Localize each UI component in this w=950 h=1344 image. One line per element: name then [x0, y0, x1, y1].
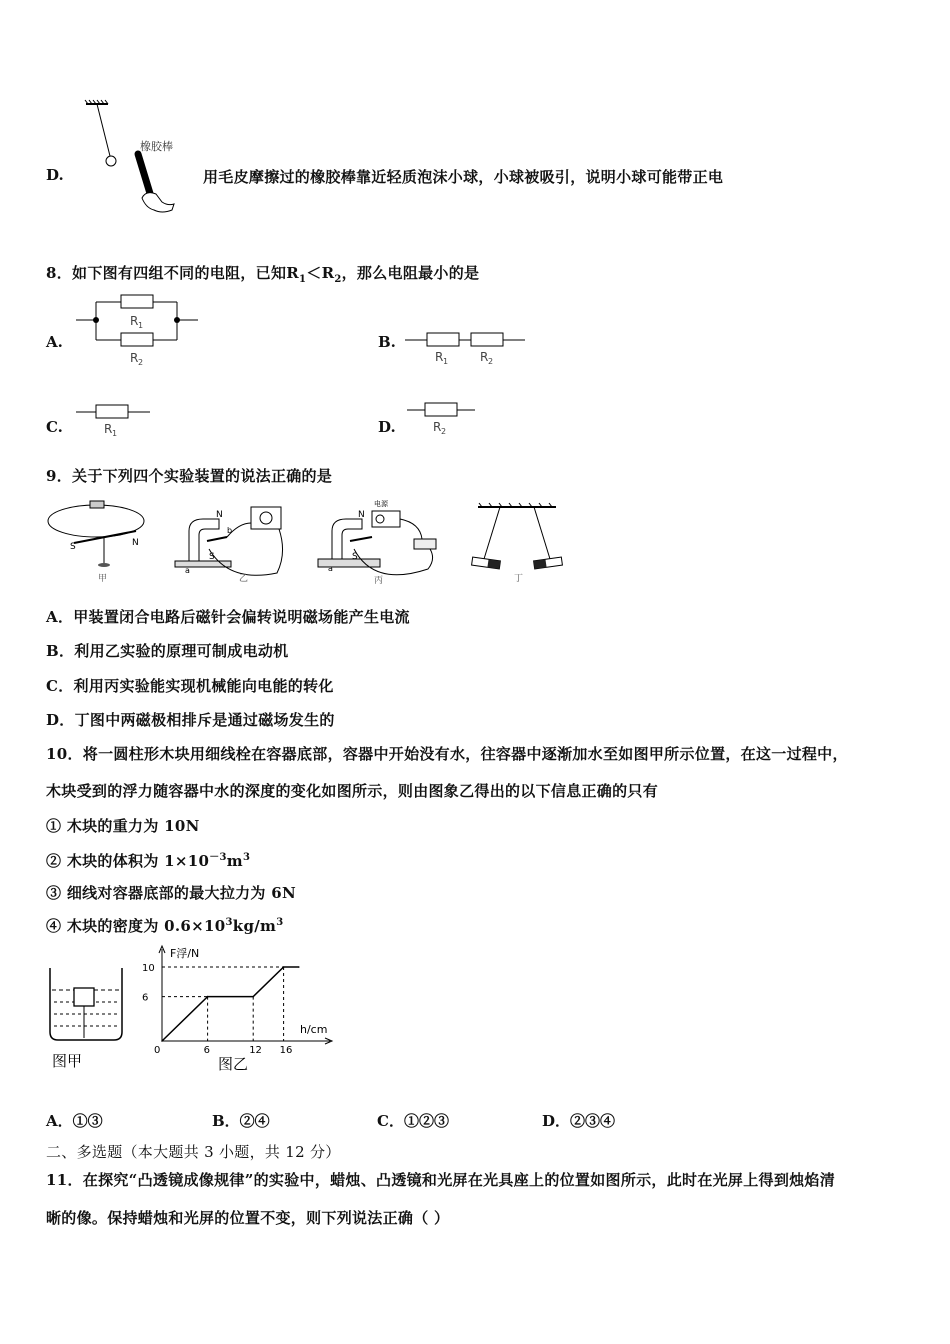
data-point	[161, 1040, 163, 1042]
q11-stem-line2: 晰的像。保持蜡烛和光屏的位置不变，则下列说法正确（ ）	[46, 1209, 450, 1227]
q10-stem-line1: 10．将一圆柱形木块用细线栓在容器底部，容器中开始没有水，往容器中逐渐加水至如图甲所示位置，在这一过程中，	[46, 745, 848, 763]
q10-stem-line2: 木块受到的浮力随容器中水的深度的变化如图所示，则由图象乙得出的以下信息正确的只有	[46, 782, 659, 800]
svg-text:S: S	[209, 552, 215, 562]
q9-figures	[44, 493, 564, 585]
fig-label-ding: 丁	[514, 574, 524, 584]
charged-ball-figure	[80, 98, 190, 226]
fig-ding	[472, 503, 563, 584]
data-point	[207, 996, 209, 998]
q8-circuit-a	[76, 290, 198, 366]
q9-option-a: A．甲装置闭合电路后磁针会偏转说明磁场能产生电流	[46, 608, 410, 626]
buoyancy-series-line	[162, 967, 299, 1041]
r1-label: R	[130, 314, 139, 328]
fig-jia	[48, 501, 144, 584]
fig-label-jia: 甲	[98, 574, 108, 584]
svg-text:S: S	[352, 552, 358, 562]
q9-option-c: C．利用丙实验能实现机械能向电能的转化	[46, 677, 334, 695]
q10-buoyancy-chart	[140, 943, 340, 1073]
rod-label: 橡胶棒	[140, 140, 173, 153]
svg-text:N: N	[216, 510, 223, 520]
y-tick-label: 10	[142, 963, 155, 974]
svg-text:电源: 电源	[374, 500, 388, 508]
svg-text:1: 1	[112, 429, 118, 438]
svg-text:a: a	[328, 564, 333, 573]
q8-option-a-label: A.	[46, 333, 63, 351]
svg-text:2: 2	[488, 357, 494, 366]
q10-option-d: D．②③④	[542, 1112, 616, 1130]
svg-text:2: 2	[138, 358, 144, 366]
q8-option-d-label: D.	[378, 418, 396, 436]
svg-text:2: 2	[441, 427, 447, 436]
r2-label: R	[130, 351, 139, 365]
svg-text:N: N	[358, 510, 365, 520]
section-2-heading: 二、多选题（本大题共 3 小题，共 12 分）	[46, 1143, 341, 1161]
svg-text:b: b	[227, 526, 233, 535]
data-point	[283, 966, 285, 968]
q8-stem: 8．如下图有四组不同的电阻，已知$R_1<R_2$，那么电阻最小的是	[46, 264, 480, 285]
svg-text:R: R	[433, 420, 442, 434]
svg-text:R: R	[435, 350, 444, 364]
x-tick-label: 12	[249, 1045, 262, 1056]
q8-option-c-label: C.	[46, 418, 63, 436]
data-point	[298, 966, 300, 968]
svg-text:S: S	[70, 542, 76, 552]
origin-label: 0	[154, 1045, 161, 1056]
q10-statement-3: ③ 细线对容器底部的最大拉力为 6N	[46, 884, 296, 902]
q10-option-b: B．②④	[212, 1112, 270, 1130]
y-axis-label: F浮/N	[170, 947, 200, 960]
q10-option-a: A．①③	[46, 1112, 103, 1130]
fig-label-yi: 乙	[239, 574, 249, 584]
q10-statement-2: ② 木块的体积为 $1\times 10^{-3}m^3$	[46, 852, 251, 870]
q8-circuit-b	[405, 328, 525, 366]
q10-statement-4: ④ 木块的密度为 $0.6\times 10^3kg/m^3$	[46, 917, 284, 935]
svg-text:1: 1	[138, 321, 144, 330]
data-point	[252, 996, 254, 998]
fig-bing	[318, 499, 436, 585]
q8-circuit-c	[76, 400, 150, 438]
q9-stem: 9．关于下列四个实验装置的说法正确的是	[46, 467, 333, 485]
q10-statement-1: ① 木块的重力为 10N	[46, 817, 200, 835]
q11-stem-line1: 11．在探究“凸透镜成像规律”的实验中，蜡烛、凸透镜和光屏在光具座上的位置如图所示，此时在光屏上得到烛焰清	[46, 1171, 836, 1189]
svg-text:1: 1	[443, 357, 449, 366]
svg-text:R: R	[480, 350, 489, 364]
y-tick-label: 6	[142, 992, 149, 1004]
svg-text:N: N	[132, 538, 139, 548]
fig-label-bing: 丙	[374, 576, 384, 585]
q8-circuit-d	[407, 398, 475, 436]
q9-option-b: B．利用乙实验的原理可制成电动机	[46, 642, 289, 660]
q8-option-b-label: B.	[378, 333, 396, 351]
svg-text:a: a	[185, 566, 190, 575]
x-axis-label: h/cm	[300, 1023, 328, 1036]
svg-text:R: R	[104, 422, 113, 436]
q7-option-d-label: D.	[46, 166, 64, 184]
q10-option-c: C．①②③	[377, 1112, 449, 1130]
fig-yi	[175, 507, 283, 584]
q9-option-d: D．丁图中两磁极相排斥是通过磁场发生的	[46, 711, 335, 729]
q7-option-d-text: 用毛皮摩擦过的橡胶棒靠近轻质泡沫小球，小球被吸引，说明小球可能带正电	[203, 168, 724, 186]
q10-container-figure	[44, 962, 128, 1072]
fig-yi-caption: 图乙	[218, 1055, 249, 1073]
x-tick-label: 16	[279, 1045, 293, 1056]
x-tick-label: 6	[203, 1045, 210, 1056]
fig-jia-caption: 图甲	[52, 1052, 83, 1070]
